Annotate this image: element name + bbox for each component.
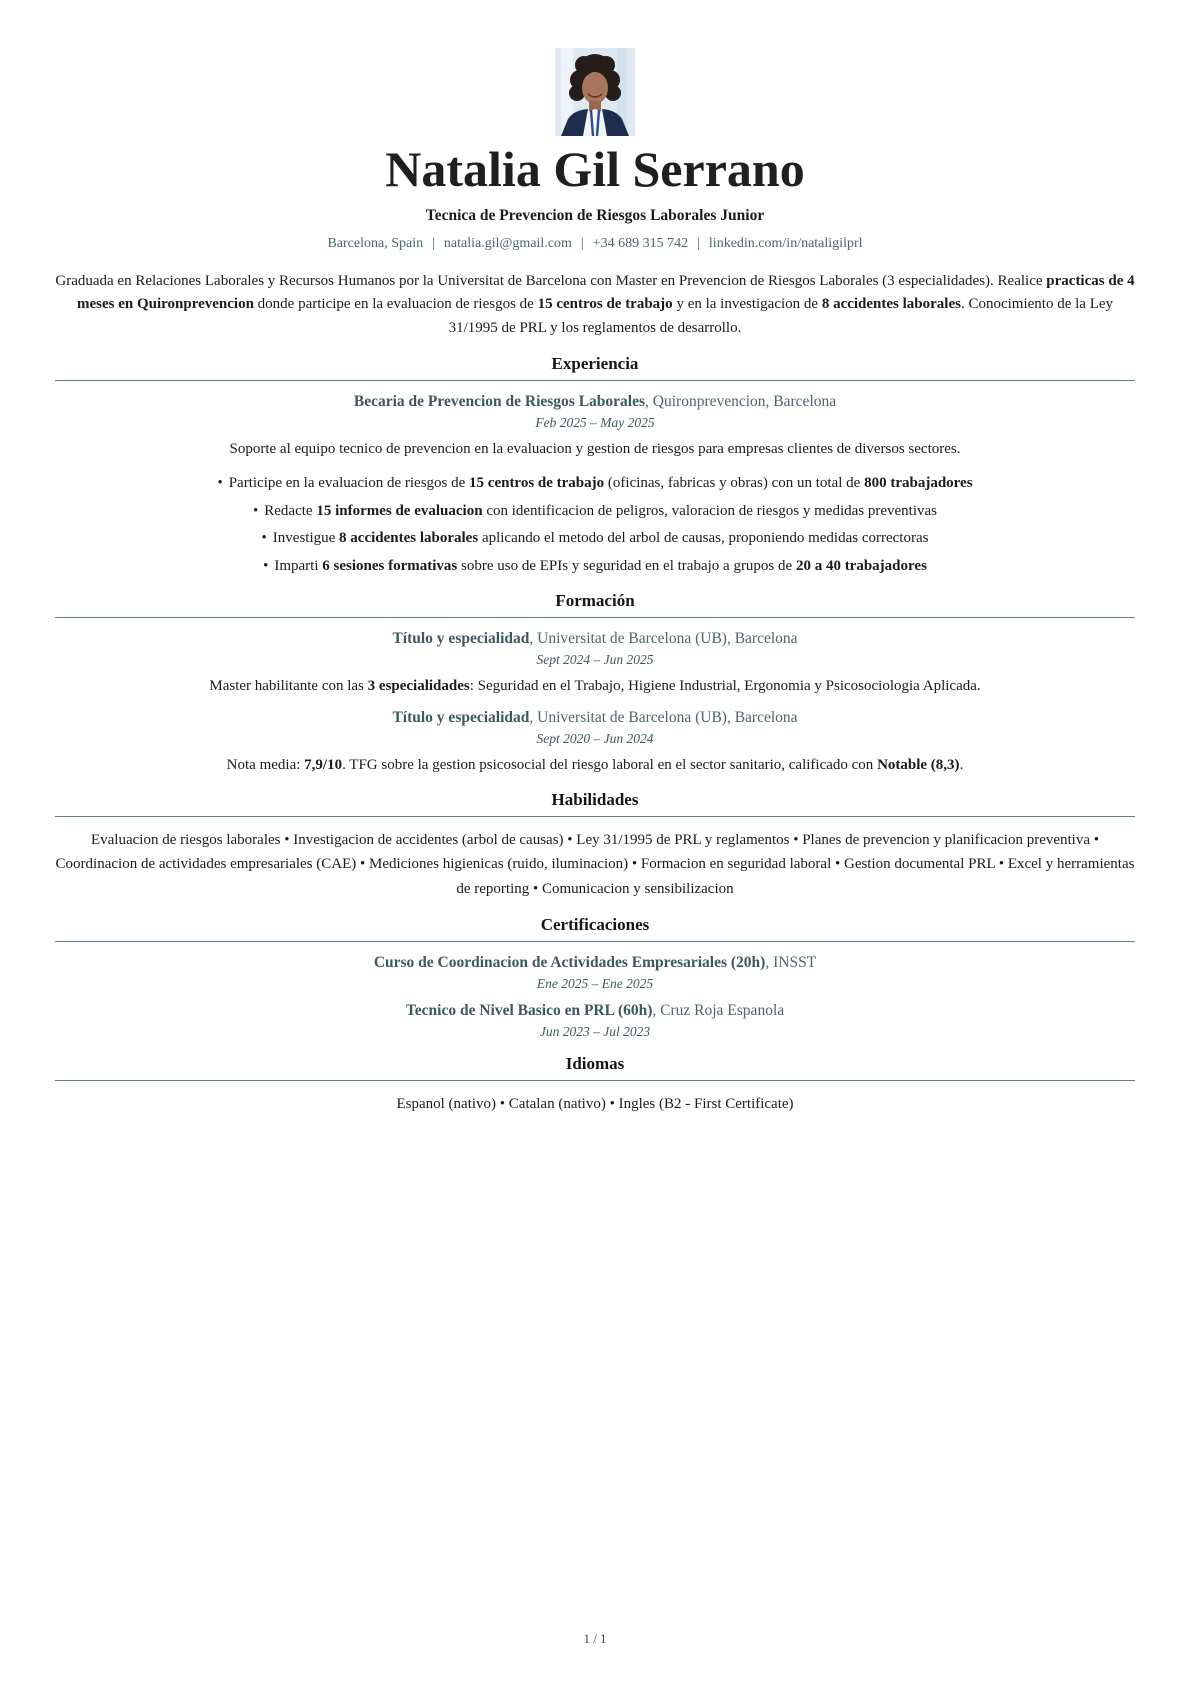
bullet-item <box>55 500 1135 523</box>
section-heading-languages: Idiomas <box>565 1053 625 1073</box>
entry-dates: Sept 2024 – Jun 2025 <box>536 652 654 668</box>
entry-description: Nota media: 7,9/10. TFG sobre la gestion psicosocial del riesgo laboral en el sector sanitario, calificado con Notable (8,3). <box>226 756 964 773</box>
entry-degree-title: Título y especialidad <box>392 630 530 648</box>
bullet-text: Redacte 15 informes de evaluacion con identificacion de peligros, valoracion de riesgos y medidas preventivas <box>264 502 938 519</box>
bullet-text: Imparti 6 sesiones formativas sobre uso de EPIs y seguridad en el trabajo a grupos de 20 a 40 trabajadores <box>274 557 927 574</box>
certification-issuer: , Cruz Roja Espanola <box>652 1001 785 1019</box>
bullet-text: Investigue 8 accidentes laborales aplicando el metodo del arbol de causas, proponiendo medidas correctoras <box>272 530 929 547</box>
section-divider <box>55 816 1135 817</box>
bullet-marker: • <box>252 502 259 519</box>
bullet-item <box>55 527 1135 550</box>
bullet-marker: • <box>261 530 267 547</box>
entry-school-location: , Universitat de Barcelona (UB), Barcelona <box>529 708 798 726</box>
entry-dates: Feb 2025 – May 2025 <box>535 414 655 430</box>
section-divider <box>55 617 1135 618</box>
section-languages <box>55 1054 1135 1116</box>
certification-title: Tecnico de Nivel Basico en PRL (60h) <box>405 1001 653 1019</box>
certification-entry <box>55 953 1135 992</box>
education-entry <box>55 708 1135 776</box>
contact-phone: +34 689 315 742 <box>592 236 689 251</box>
job-title: Tecnica de Prevencion de Riesgos Laborales Junior <box>425 207 765 224</box>
contact-location: Barcelona, Spain <box>327 236 424 251</box>
entry-header <box>55 708 1135 729</box>
profile-photo <box>555 48 635 136</box>
bullet-list <box>55 472 1135 577</box>
languages-text: Espanol (nativo) • Catalan (nativo) • Ingles (B2 - First Certificate) <box>396 1095 794 1112</box>
entry-dates: Ene 2025 – Ene 2025 <box>536 975 654 991</box>
section-certifications <box>55 915 1135 1040</box>
bullet-item <box>55 472 1135 495</box>
section-divider <box>55 380 1135 381</box>
page-indicator: 1 / 1 <box>583 1631 607 1646</box>
section-heading-skills: Habilidades <box>551 790 639 810</box>
summary-paragraph: Graduada en Relaciones Laborales y Recursos Humanos por la Universitat de Barcelona con Master en Prevencion de Riesgos Laborales (3 especialidades). Realice practicas de 4 meses en Quironprevencion donde participe en la evaluacion de riesgos de 15 centros de trabajo y en la investigacion de 8 accidentes laborales. Conocimiento de la Ley 31/1995 de PRL y los reglamentos de desarrollo. <box>55 273 1135 336</box>
entry-header <box>55 1001 1135 1022</box>
entry-description: Master habilitante con las 3 especialidades: Seguridad en el Trabajo, Higiene Industrial, Ergonomia y Psicosociologia Aplicada. <box>209 678 981 695</box>
section-skills <box>55 790 1135 901</box>
bullet-marker: • <box>263 557 269 574</box>
section-heading-certifications: Certificaciones <box>540 914 650 934</box>
entry-school-location: , Universitat de Barcelona (UB), Barcelona <box>529 630 798 648</box>
contact-email: natalia.gil@gmail.com <box>443 236 572 251</box>
portrait-image <box>555 48 635 136</box>
bullet-text: Participe en la evaluacion de riesgos de 15 centros de trabajo (oficinas, fabricas y obras) con un total de 800 trabajadores <box>228 475 973 492</box>
entry-header <box>55 629 1135 650</box>
contact-separator: | <box>432 236 435 251</box>
section-education <box>55 591 1135 776</box>
section-heading-experience: Experiencia <box>551 353 639 373</box>
entry-dates: Jun 2023 – Jul 2023 <box>539 1023 651 1039</box>
contact-separator: | <box>697 236 700 251</box>
contact-linkedin: linkedin.com/in/nataligilprl <box>708 236 863 251</box>
entry-description: Soporte al equipo tecnico de prevencion en la evaluacion y gestion de riesgos para empresas clientes de diversos sectores. <box>229 440 961 457</box>
entry-company-location: , Quironprevencion, Barcelona <box>645 392 837 410</box>
experience-entry <box>55 392 1135 577</box>
bullet-marker: • <box>217 475 223 492</box>
education-entry <box>55 629 1135 697</box>
contact-line <box>55 236 1135 252</box>
certification-entry <box>55 1001 1135 1040</box>
entry-header <box>55 953 1135 974</box>
certification-title: Curso de Coordinacion de Actividades Empresariales (20h) <box>373 953 766 971</box>
section-heading-education: Formación <box>555 591 635 611</box>
entry-dates: Sept 2020 – Jun 2024 <box>536 730 654 746</box>
skills-text: Evaluacion de riesgos laborales • Investigacion de accidentes (arbol de causas) • Ley 31/1995 de PRL y reglamentos • Planes de prevencion y planificacion preventiva • Coordinacion de actividades empresariales (CAE) • Mediciones higienicas (ruido, iluminacion) • Formacion en seguridad laboral • Gestion documental PRL • Excel y herramientas de reporting • Comunicacion y sensibilizacion <box>55 832 1135 897</box>
contact-separator: | <box>580 236 584 251</box>
candidate-name: Natalia Gil Serrano <box>385 141 805 197</box>
section-divider <box>55 941 1135 942</box>
entry-role-title: Becaria de Prevencion de Riesgos Laborales <box>353 392 646 410</box>
section-divider <box>55 1080 1135 1081</box>
certification-issuer: , INSST <box>765 953 817 971</box>
bullet-item <box>55 555 1135 578</box>
entry-header <box>55 392 1135 413</box>
section-experience <box>55 354 1135 577</box>
entry-degree-title: Título y especialidad <box>392 708 530 726</box>
